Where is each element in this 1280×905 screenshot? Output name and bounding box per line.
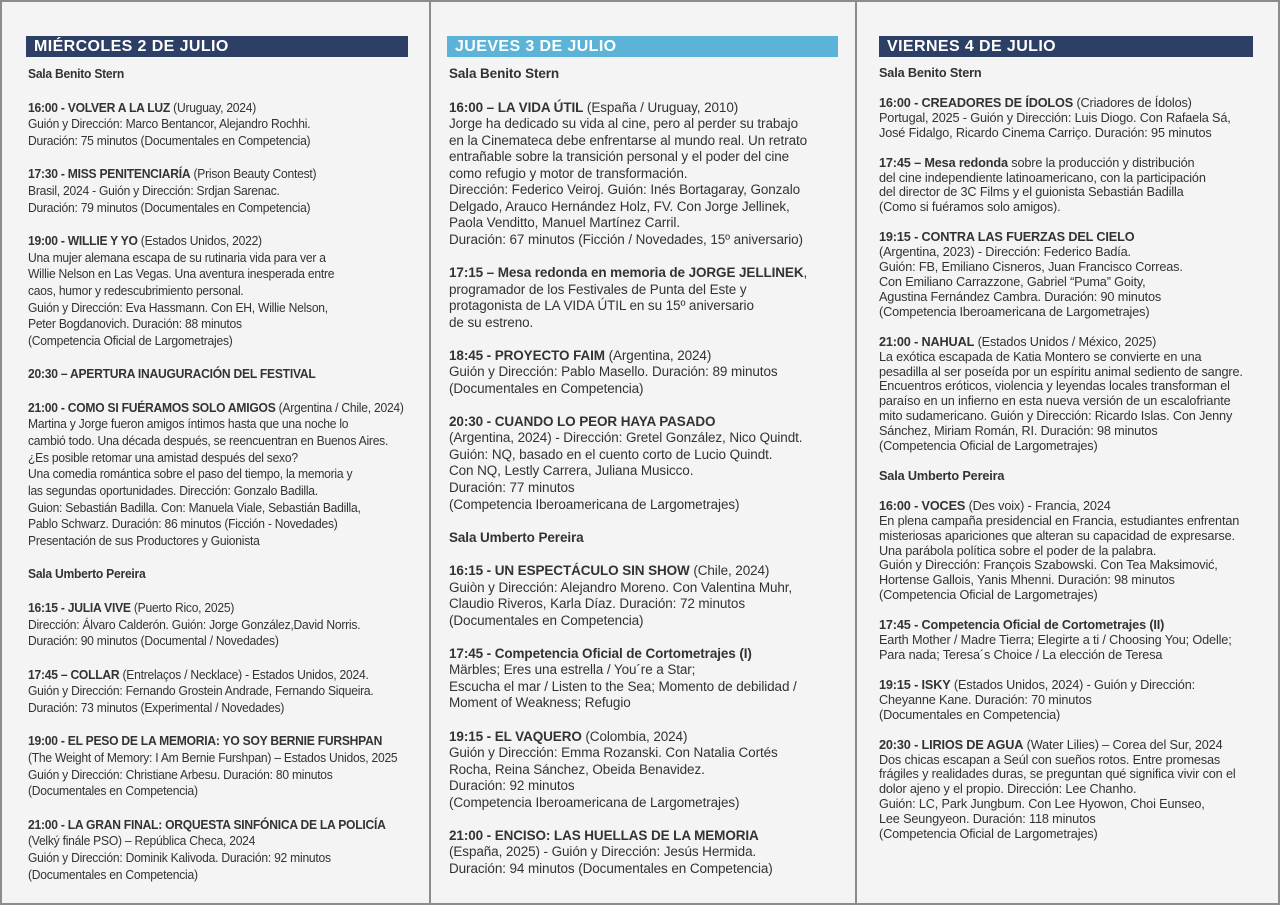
event-detail-line: Duración: 73 minutos (Experimental / Novedades)	[28, 701, 285, 716]
event-detail-line: Una comedia romántica sobre el paso del tiempo, la memoria y	[28, 467, 353, 482]
day-header: JUEVES 3 DE JULIO	[447, 36, 838, 57]
schedule-event	[449, 828, 851, 878]
event-title-line	[28, 100, 405, 117]
event-title: 17:45 – Mesa redonda	[879, 155, 1008, 170]
day-content	[879, 66, 1276, 857]
event-detail-line: ¿Es posible retomar una amistad después del sexo?	[28, 450, 298, 465]
event-detail-line: (Competencia Iberoamericana de Largometrajes)	[449, 496, 740, 512]
event-detail-line: Una mujer alemana escapa de su rutinaria vida para ver a	[28, 250, 326, 265]
event-title-line	[449, 414, 851, 431]
event-detail-line: (Documentales en Competencia)	[879, 707, 1061, 722]
event-title-line	[28, 733, 405, 750]
event-title-suffix: (España / Uruguay, 2010)	[583, 99, 739, 115]
schedule-event	[879, 618, 1276, 663]
event-title-line	[879, 738, 1276, 753]
event-detail-line: (Documentales en Competencia)	[449, 612, 644, 628]
event-detail-line: Duración: 77 minutos	[449, 479, 575, 495]
event-title-line	[879, 96, 1276, 111]
event-title-line	[449, 265, 851, 282]
event-detail-line: Duración: 90 minutos (Documental / Novedades)	[28, 634, 279, 649]
column-day-3	[855, 2, 1280, 903]
event-title-suffix: (Estados Unidos / México, 2025)	[974, 334, 1157, 349]
event-title: 17:45 - Competencia Oficial de Cortometrajes (I)	[449, 645, 752, 661]
event-title: 17:45 – COLLAR	[28, 667, 120, 682]
event-title-line	[449, 348, 851, 365]
event-detail-line: (The Weight of Memory: I Am Bernie Furshpan) – Estados Unidos, 2025	[28, 751, 398, 765]
event-detail-line: Lee Seungyeon. Duración: 118 minutos	[879, 812, 1096, 827]
event-detail-line: Hortense Gallois, Yanis Mhenni. Duración: 98 minutos	[879, 573, 1175, 588]
event-detail-line: Brasil, 2024 - Guión y Dirección: Srdjan Sarenac.	[28, 184, 280, 199]
event-detail-line: Dos chicas escapan a Seúl con sueños rotos. Entre promesas	[879, 752, 1221, 767]
event-detail-line: Dirección: Álvaro Calderón. Guión: Jorge González,David Norris.	[28, 617, 361, 632]
event-detail-line: pesadilla al ser poseída por un espíritu animal sediento de sangre.	[879, 364, 1243, 379]
schedule-event	[879, 96, 1276, 141]
event-detail-line: Rocha, Reina Sánchez, Obeida Benavidez.	[449, 761, 705, 777]
sala-heading: Sala Umberto Pereira	[28, 567, 146, 582]
event-detail-line: de su estreno.	[449, 314, 534, 330]
event-detail-line: (Documentales en Competencia)	[28, 867, 198, 882]
event-detail-line: (Documentales en Competencia)	[28, 784, 198, 799]
schedule-event	[879, 738, 1276, 842]
schedule-event	[28, 667, 405, 717]
event-title-suffix: sobre la producción y distribución	[1007, 155, 1195, 170]
day-content	[449, 66, 851, 894]
event-detail-line: (Competencia Oficial de Largometrajes)	[879, 588, 1098, 603]
schedule-event	[28, 733, 405, 800]
event-detail-line: Delgado, Arauco Hernández Holz, FV. Con Jorge Jellinek,	[449, 198, 790, 214]
sala-heading: Sala Benito Stern	[449, 66, 560, 81]
event-detail-line: (Competencia Iberoamericana de Largometrajes)	[449, 794, 740, 810]
event-title: 20:30 – APERTURA INAUGURACIÓN DEL FESTIVAL	[28, 367, 316, 382]
event-title: 16:15 - JULIA VIVE	[28, 601, 131, 616]
event-title-suffix: (Entrelaços / Necklace) - Estados Unidos, 2024.	[119, 667, 369, 682]
event-detail-line: Jorge ha dedicado su vida al cine, pero al perder su trabajo	[449, 116, 798, 132]
event-detail-line: Guión y Dirección: Eva Hassmann. Con EH, Willie Nelson,	[28, 300, 328, 315]
event-detail-line: En plena campaña presidencial en Francia, estudiantes enfrentan	[879, 513, 1240, 528]
event-detail-line: La exótica escapada de Katia Montero se convierte en una	[879, 349, 1202, 364]
event-title: 21:00 - ENCISO: LAS HUELLAS DE LA MEMORIA	[449, 827, 759, 843]
event-title: 16:00 - CREADORES DE ÍDOLOS	[879, 95, 1074, 110]
event-title: 19:00 - WILLIE Y YO	[28, 233, 138, 248]
sala-heading: Sala Umberto Pereira	[449, 529, 584, 545]
event-title-suffix: (Criadores de Ídolos)	[1073, 95, 1192, 110]
event-detail-line: mito sudamericano. Guión y Dirección: Ricardo Islas. Con Jenny	[879, 409, 1233, 424]
schedule-event	[449, 646, 851, 712]
event-title-suffix: (Argentina, 2024)	[604, 347, 712, 363]
event-title: 20:30 - CUANDO LO PEOR HAYA PASADO	[449, 413, 716, 429]
event-title-line	[28, 366, 405, 383]
event-title-line	[879, 618, 1276, 633]
event-title-line	[28, 233, 405, 250]
sala-heading: Sala Benito Stern	[28, 67, 125, 81]
event-detail-line: frágiles y realidades duras, se preguntan qué significa vivir con el	[879, 767, 1236, 782]
event-detail-line: (Argentina, 2024) - Dirección: Gretel González, Nico Quindt.	[449, 430, 803, 446]
schedule-event	[879, 499, 1276, 603]
event-detail-line: (Documentales en Competencia)	[449, 380, 644, 396]
event-title-line	[879, 678, 1276, 693]
schedule-event	[28, 366, 405, 383]
event-detail-line: Para nada; Teresa´s Choice / La elección de Teresa	[879, 648, 1163, 662]
event-detail-line: caos, humor y redescubrimiento personal.	[28, 284, 244, 299]
event-detail-line: del director de 3C Films y el guionista Sebastián Badilla	[879, 185, 1184, 200]
event-detail-line: Sánchez, Miriam Román, RI. Duración: 98 minutos	[879, 424, 1158, 439]
schedule-event	[879, 156, 1276, 216]
event-detail-line: Una parábola política sobre el poder de la palabra.	[879, 543, 1157, 558]
event-detail-line: Guión y Dirección: Dominik Kalivoda. Duración: 92 minutos	[28, 851, 331, 866]
event-detail-line: (España, 2025) - Guión y Dirección: Jesús Hermida.	[449, 844, 757, 860]
event-title-suffix: (Des voix) - Francia, 2024	[965, 498, 1111, 513]
schedule-event	[449, 563, 851, 629]
event-title: 19:00 - EL PESO DE LA MEMORIA: YO SOY BERNIE FURSHPAN	[28, 734, 383, 749]
event-title-line	[28, 166, 405, 183]
schedule-event	[28, 400, 405, 550]
event-detail-line: (Competencia Oficial de Largometrajes)	[879, 439, 1098, 454]
schedule-event	[879, 335, 1276, 454]
event-detail-line: Guión y Dirección: Pablo Masello. Duración: 89 minutos	[449, 364, 778, 380]
schedule-event	[28, 100, 405, 150]
event-title: 19:15 - ISKY	[879, 677, 951, 692]
event-title: 19:15 - EL VAQUERO	[449, 728, 582, 744]
event-title: 17:30 - MISS PENITENCIARÍA	[28, 167, 191, 182]
event-detail-line: Moment of Weakness; Refugio	[449, 695, 631, 711]
event-title-line	[449, 646, 851, 663]
day-header: VIERNES 4 DE JULIO	[879, 36, 1253, 57]
event-detail-line: (Argentina, 2023) - Dirección: Federico Badía.	[879, 245, 1131, 260]
column-day-2	[429, 2, 855, 903]
event-detail-line: (Competencia Oficial de Largometrajes)	[28, 334, 233, 349]
event-title-suffix: (Argentina / Chile, 2024)	[275, 400, 404, 415]
event-title: 16:00 – LA VIDA ÚTIL	[449, 99, 584, 115]
event-title-line	[449, 828, 851, 845]
event-detail-line: Duración: 79 minutos (Documentales en Competencia)	[28, 200, 311, 215]
event-detail-line: Pablo Schwarz. Duración: 86 minutos (Ficción - Novedades)	[28, 517, 338, 532]
schedule-event	[28, 233, 405, 350]
event-title: 19:15 - CONTRA LAS FUERZAS DEL CIELO	[879, 230, 1135, 245]
event-detail-line: paraíso en un infierno en esta nueva versión de un escalofriante	[879, 394, 1231, 409]
event-detail-line: Guión: LC, Park Jungbum. Con Lee Hyowon, Choi Eunseo,	[879, 797, 1205, 812]
event-title-line	[28, 600, 405, 617]
event-detail-line: Märbles; Eres una estrella / You´re a Star;	[449, 662, 696, 678]
event-detail-line: Guión y Dirección: Emma Rozanski. Con Natalia Cortés	[449, 745, 778, 761]
event-detail-line: Portugal, 2025 - Guión y Dirección: Luis Diogo. Con Rafaela Sá,	[879, 110, 1231, 125]
event-detail-line: Guiòn y Dirección: Alejandro Moreno. Con Valentina Muhr,	[449, 579, 793, 595]
event-detail-line: misteriosas apariciones que alteran su capacidad de expresarse.	[879, 528, 1235, 543]
event-title-line	[28, 817, 405, 834]
event-detail-line: Paola Venditto, Manuel Martínez Carril.	[449, 215, 680, 231]
event-title-suffix: (Estados Unidos, 2022)	[137, 233, 262, 248]
event-detail-line: como refugio y motor de transformación.	[449, 165, 688, 181]
event-detail-line: en la Cinemateca debe enfrentarse al mundo real. Un retrato	[449, 132, 808, 148]
event-detail-line: Guión y Dirección: François Szabowski. Con Tea Maksimović,	[879, 558, 1218, 573]
event-detail-line: Cheyanne Kane. Duración: 70 minutos	[879, 692, 1092, 707]
event-title-line	[879, 499, 1276, 514]
event-title-suffix: (Prison Beauty Contest)	[190, 167, 317, 182]
event-detail-line: Con NQ, Lestly Carrera, Juliana Musicco.	[449, 463, 694, 479]
event-detail-line: (Competencia Iberoamericana de Largometrajes)	[879, 304, 1150, 319]
event-detail-line: Guión y Dirección: Fernando Grostein Andrade, Fernando Siqueira.	[28, 684, 374, 699]
event-detail-line: Peter Bogdanovich. Duración: 88 minutos	[28, 317, 242, 332]
event-title-suffix: (Puerto Rico, 2025)	[130, 601, 235, 616]
sala-heading: Sala Benito Stern	[879, 66, 982, 80]
event-title: 17:15 – Mesa redonda en memoria de JORGE JELLINEK	[449, 264, 804, 280]
schedule-event	[449, 348, 851, 398]
event-detail-line: (Como si fuéramos solo amigos).	[879, 200, 1061, 215]
event-detail-line: entrañable sobre la transición personal y el poder del cine	[449, 149, 790, 165]
schedule-event	[449, 265, 851, 331]
event-title-line	[879, 335, 1276, 350]
event-detail-line: Guión: FB, Emiliano Cisneros, Juan Francisco Correas.	[879, 260, 1183, 275]
event-title: 21:00 - NAHUAL	[879, 334, 975, 349]
event-detail-line: Willie Nelson en Las Vegas. Una aventura inesperada entre	[28, 267, 335, 282]
event-detail-line: Duración: 75 minutos (Documentales en Competencia)	[28, 134, 311, 149]
event-detail-line: dolor ajeno y el propio. Dirección: Lee Chanho.	[879, 782, 1137, 797]
event-detail-line: (Velký finále PSO) – República Checa, 2024	[28, 834, 256, 849]
event-title: 21:00 - LA GRAN FINAL: ORQUESTA SINFÓNICA DE LA POLICÍA	[28, 817, 386, 832]
event-title: 20:30 - LIRIOS DE AGUA	[879, 737, 1024, 752]
schedule-event	[28, 817, 405, 884]
schedule-event	[28, 600, 405, 650]
event-detail-line: Duración: 67 minutos (Ficción / Novedades, 15º aniversario)	[449, 231, 803, 247]
event-title-line	[449, 729, 851, 746]
event-detail-line: Agustina Fernández Cambra. Duración: 90 minutos	[879, 289, 1162, 304]
event-title-suffix: ,	[803, 264, 808, 280]
event-detail-line: programador de los Festivales de Punta del Este y	[449, 281, 747, 297]
day-header: MIÉRCOLES 2 DE JULIO	[26, 36, 408, 57]
schedule-event	[879, 230, 1276, 319]
event-detail-line: (Competencia Oficial de Largometrajes)	[879, 827, 1098, 842]
event-detail-line: Guión y Dirección: Marco Bentancor, Alejandro Rochhi.	[28, 117, 311, 132]
event-title: 21:00 - COMO SI FUÉRAMOS SOLO AMIGOS	[28, 400, 276, 415]
event-title-line	[28, 400, 405, 417]
schedule-event	[449, 100, 851, 249]
event-title: 17:45 - Competencia Oficial de Cortometrajes (II)	[879, 618, 1165, 633]
event-detail-line: las segundas oportunidades. Dirección: Gonzalo Badilla.	[28, 484, 318, 499]
event-detail-line: Guion: Sebastián Badilla. Con: Manuela Viale, Sebastián Badilla,	[28, 500, 361, 515]
event-detail-line: Duración: 92 minutos	[449, 778, 575, 794]
event-detail-line: Claudio Riveros, Karla Díaz. Duración: 72 minutos	[449, 596, 745, 612]
day-content	[28, 66, 405, 900]
event-detail-line: protagonista de LA VIDA ÚTIL en su 15º aniversario	[449, 298, 754, 314]
event-detail-line: Escucha el mar / Listen to the Sea; Momento de debilidad /	[449, 678, 797, 694]
event-title-line	[879, 156, 1276, 171]
event-detail-line: del cine independiente latinoamericano, con la participación	[879, 170, 1206, 185]
event-detail-line: Guión y Dirección: Christiane Arbesu. Duración: 80 minutos	[28, 767, 333, 782]
event-detail-line: José Fidalgo, Ricardo Cinema Carriço. Duración: 95 minutos	[879, 125, 1212, 140]
event-title-suffix: (Estados Unidos, 2024) - Guión y Dirección:	[950, 677, 1195, 692]
event-title-suffix: (Uruguay, 2024)	[170, 100, 257, 115]
event-title-suffix: (Colombia, 2024)	[581, 728, 688, 744]
event-title-line	[28, 667, 405, 684]
event-detail-line: Martina y Jorge fueron amigos íntimos hasta que una noche lo	[28, 417, 349, 432]
event-title-suffix: (Chile, 2024)	[689, 563, 770, 579]
event-detail-line: cambió todo. Una década después, se reencuentran en Buenos Aires.	[28, 433, 389, 448]
event-detail-line: Dirección: Federico Veiroj. Guión: Inés Bortagaray, Gonzalo	[449, 182, 801, 198]
sala-heading: Sala Umberto Pereira	[879, 468, 1005, 483]
event-title: 16:15 - UN ESPECTÁCULO SIN SHOW	[449, 563, 690, 579]
event-detail-line: Presentación de sus Productores y Guionista	[28, 534, 260, 549]
event-detail-line: Guión: NQ, basado en el cuento corto de Lucio Quindt.	[449, 446, 773, 462]
event-title-line	[449, 100, 851, 117]
schedule-event	[28, 166, 405, 216]
event-title-line	[449, 563, 851, 580]
event-title: 16:00 - VOCES	[879, 498, 966, 513]
event-detail-line: Duración: 94 minutos (Documentales en Competencia)	[449, 860, 773, 876]
schedule-event	[449, 414, 851, 513]
schedule-event	[449, 729, 851, 812]
event-title: 16:00 - VOLVER A LA LUZ	[28, 100, 171, 115]
event-title: 18:45 - PROYECTO FAIM	[449, 347, 605, 363]
event-title-suffix: (Water Lilies) – Corea del Sur, 2024	[1023, 737, 1223, 752]
event-detail-line: Earth Mother / Madre Tierra; Elegirte a ti / Choosing You; Odelle;	[879, 633, 1232, 648]
event-title-line	[879, 230, 1276, 245]
schedule-event	[879, 678, 1276, 723]
event-detail-line: Encuentros eróticos, violencia y leyendas locales transforman el	[879, 379, 1230, 394]
event-detail-line: Con Emiliano Carrazzone, Gabriel “Puma” Goity,	[879, 274, 1146, 289]
column-day-1	[2, 2, 427, 903]
